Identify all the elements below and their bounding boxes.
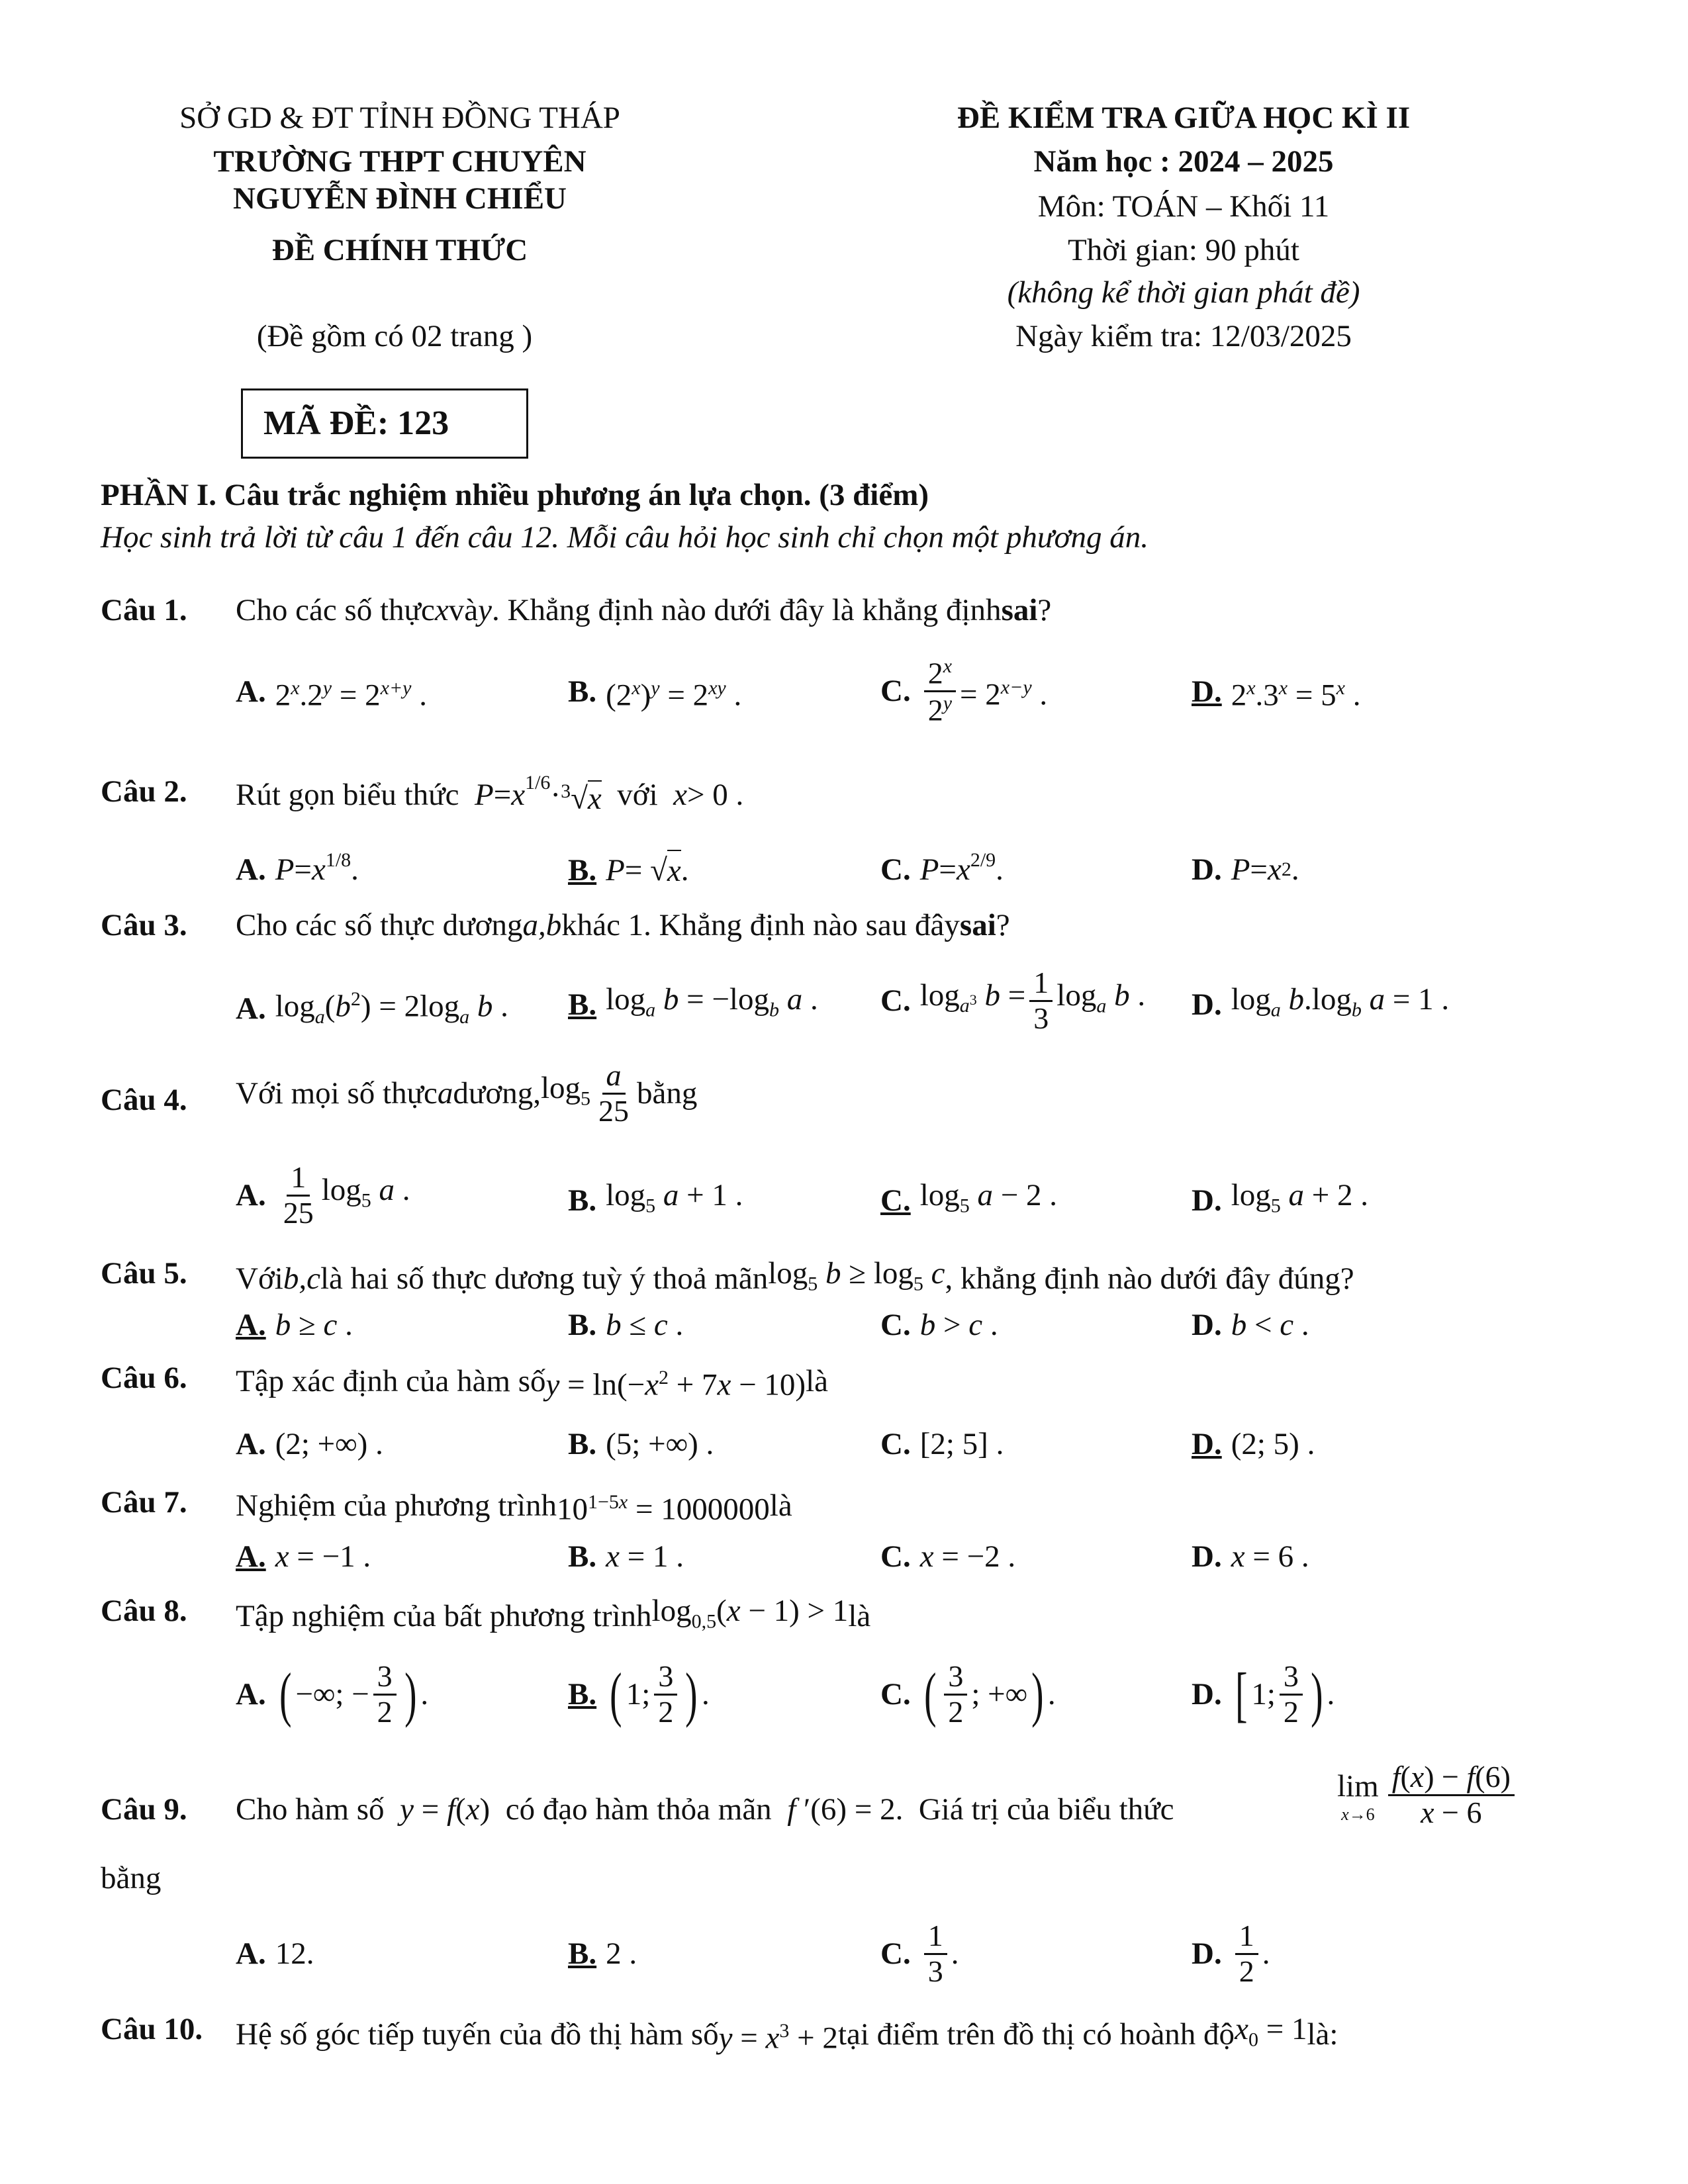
- option-label: D.: [1192, 852, 1222, 887]
- duration: Thời gian: 90 phút: [1068, 233, 1299, 267]
- duration-note: (không kể thời gian phát đề): [1007, 275, 1360, 310]
- option-label: A.: [236, 1936, 266, 1971]
- q10-text2: tại điểm trên đồ thị có hoành độ: [837, 2017, 1235, 2052]
- q3-option-d[interactable]: D. $\log_a b.\log_b$ a = 1 .: [1192, 979, 1449, 1030]
- q2-cond: với: [617, 778, 658, 813]
- q5-text2: là hai số thực dương tuỳ ý thoả mãn: [320, 1261, 769, 1297]
- q6-option-c[interactable]: C. [2; 5] .: [880, 1424, 1004, 1464]
- q7-text: Nghiệm của phương trình: [236, 1488, 557, 1524]
- q3-option-c[interactable]: C. $\log_{a^3} b$ = $\frac{1}{3}$ $\log_a b$ .: [880, 966, 1146, 1035]
- q2-label: Câu 2.: [101, 774, 187, 809]
- q1-keyword: sai: [1001, 593, 1038, 627]
- q7-stem: Nghiệm của phương trình $10^{1-5x} = 1000000$ là: [236, 1482, 792, 1529]
- q4-text: Với mọi số thực: [236, 1076, 438, 1111]
- q3-option-b[interactable]: B. $\log_a b = -\log_b$ a .: [568, 979, 818, 1030]
- q9-text2: có đạo hàm thỏa mãn: [505, 1792, 772, 1827]
- q9-text: Cho hàm số: [236, 1792, 385, 1827]
- option-label: B.: [568, 853, 597, 887]
- option-label: B.: [568, 1183, 597, 1218]
- option-label: D.: [1192, 1183, 1222, 1218]
- option-label: D.: [1192, 1427, 1222, 1461]
- q8-option-a[interactable]: A. ( −∞; − $\frac{3}{2}$ ) .: [236, 1659, 429, 1729]
- q6-label: Câu 6.: [101, 1361, 187, 1395]
- option-label: C.: [880, 852, 911, 887]
- q9-answer-a: 12.: [275, 1936, 314, 1971]
- q3-text2: khác 1. Khẳng định nào sau đây: [561, 908, 960, 942]
- option-label: D.: [1192, 1308, 1222, 1342]
- option-label: A.: [236, 852, 266, 887]
- q7-end: là: [769, 1488, 792, 1524]
- q3-end: ?: [996, 908, 1010, 942]
- q1-var-y: y: [478, 593, 492, 627]
- q2-option-d[interactable]: D. P = x 2 .: [1192, 850, 1299, 889]
- part1-instruction: Học sinh trả lời từ câu 1 đến câu 12. Mỗi câu hỏi học sinh chỉ chọn một phương án.: [101, 520, 1149, 555]
- q1-text: Cho các số thực: [236, 593, 435, 627]
- q8-stem: Tập nghiệm của bất phương trình $\log_{0,5}(x - 1) > 1$ là: [236, 1591, 870, 1641]
- option-label: B.: [568, 1539, 597, 1574]
- q9-option-b[interactable]: [568, 1934, 637, 1974]
- option-label: B.: [568, 1308, 597, 1342]
- department-name: SỞ GD & ĐT TỈNH ĐỒNG THÁP: [179, 101, 620, 135]
- official-label: ĐỀ CHÍNH THỨC: [271, 233, 528, 267]
- q1-option-a[interactable]: A. $2^x.2^y = 2^{x+y}$ .: [236, 668, 427, 715]
- q3-text: Cho các số thực dương: [236, 908, 523, 942]
- q6-option-b[interactable]: B. (5; +∞) .: [568, 1424, 714, 1464]
- option-label: C.: [880, 674, 911, 709]
- q7-label: Câu 7.: [101, 1485, 187, 1520]
- option-label: C.: [880, 1936, 911, 1972]
- q1-stem: [236, 590, 1051, 630]
- q2-option-c[interactable]: C. P = x $^{2/9}$ .: [880, 850, 1004, 889]
- q4-option-d[interactable]: D. $\log_5 a + 2$ .: [1192, 1175, 1368, 1226]
- q3-option-a[interactable]: A. $\log_a(b^2) = 2\log_a$ b .: [236, 988, 508, 1028]
- q2-text: Rút gọn biểu thức: [236, 778, 459, 813]
- q9-option-c[interactable]: C. $\frac{1}{3}$ .: [880, 1919, 959, 1988]
- q6-option-d[interactable]: D. (2; 5) .: [1192, 1424, 1315, 1464]
- q1-option-b[interactable]: B. $(2^x)^y = 2^{xy}$ .: [568, 668, 741, 715]
- option-label: B.: [568, 1936, 597, 1971]
- school-year: Năm học : 2024 – 2025: [1033, 144, 1334, 179]
- q4-end: bằng: [637, 1076, 698, 1111]
- q7-option-b[interactable]: B. x = 1 .: [568, 1537, 684, 1576]
- q8-option-c[interactable]: C. ( $\frac{3}{2}$ ; +∞ ) .: [880, 1659, 1056, 1729]
- q6-option-a[interactable]: A. (2; +∞) .: [236, 1424, 383, 1464]
- q8-end: là: [848, 1599, 871, 1634]
- q9-limit-expression: lim x→6 $\frac{f(x) - f(6)}{x - 6}$: [1337, 1760, 1519, 1829]
- q5-stem: Với b,c là hai số thực dương tuỳ ý thoả mãn $\log_5 b \ge \log_5 c$ , khẳng định nào dưới đây đúng?: [236, 1253, 1354, 1304]
- q9-option-d[interactable]: D. $\frac{1}{2}$ .: [1192, 1919, 1270, 1988]
- q2-option-b[interactable]: B. P = √ x .: [568, 850, 689, 891]
- q9-text3: Giá trị của biểu thức: [918, 1792, 1174, 1827]
- q3-stem: [236, 905, 1010, 945]
- option-label: C.: [880, 1427, 911, 1461]
- option-label: C.: [880, 1539, 911, 1574]
- q5-text3: , khẳng định nào dưới đây đúng?: [945, 1261, 1354, 1297]
- q4-option-c[interactable]: C. $\log_5 a - 2$ .: [880, 1175, 1057, 1226]
- option-label: A.: [236, 674, 266, 709]
- q1-and: và: [448, 593, 479, 627]
- q6-end: là: [806, 1364, 828, 1399]
- q6-text: Tập xác định của hàm số: [236, 1364, 546, 1399]
- option-label: D.: [1192, 1936, 1222, 1972]
- option-label: D.: [1192, 1539, 1222, 1574]
- q4-label: Câu 4.: [101, 1083, 187, 1117]
- q5-option-a[interactable]: A. b ≥ c .: [236, 1305, 353, 1345]
- option-label: C.: [880, 1183, 911, 1218]
- q7-option-a[interactable]: A. x = −1 .: [236, 1537, 371, 1576]
- option-label: C.: [880, 1308, 911, 1342]
- option-label: B.: [568, 1677, 597, 1712]
- school-name-line1: TRƯỜNG THPT CHUYÊN: [213, 144, 586, 179]
- q9-option-a[interactable]: [236, 1934, 314, 1974]
- q1-label: Câu 1.: [101, 593, 187, 627]
- q9-stem-a: Cho hàm số y = f(x) có đạo hàm thỏa mãn f ′(6) = 2. Giá trị của biểu thức: [236, 1790, 1174, 1829]
- q1-var-x: x: [434, 593, 449, 627]
- q1-option-d[interactable]: D. $2^x.3^x = 5^x$ .: [1192, 668, 1360, 715]
- q5-option-c[interactable]: C. b > c .: [880, 1305, 998, 1345]
- q4-stem: Với mọi số thực a dương, $\log_5$ $\frac{a}{25}$ bằng: [236, 1058, 698, 1128]
- q4-option-a[interactable]: A. $\frac{1}{25}$ $\log_5 a$ .: [236, 1160, 410, 1230]
- q5-text: Với: [236, 1261, 283, 1297]
- option-label: A.: [236, 1427, 266, 1461]
- q8-option-b[interactable]: B. ( 1; $\frac{3}{2}$ ) .: [568, 1659, 710, 1729]
- q2-stem: Rút gọn biểu thức P = x $^{1/6}$ · $^3$√x với x > 0 .: [236, 772, 744, 816]
- option-label: D.: [1192, 674, 1222, 709]
- q3-label: Câu 3.: [101, 908, 187, 942]
- option-label: B.: [568, 1427, 597, 1461]
- option-label: B.: [568, 987, 597, 1023]
- option-label: A.: [236, 1178, 266, 1213]
- q4-var: a: [437, 1076, 453, 1111]
- q3-keyword: sai: [959, 908, 996, 942]
- q4-text2: dương,: [453, 1076, 541, 1111]
- q4-option-b[interactable]: B. $\log_5 a + 1$ .: [568, 1175, 743, 1226]
- option-label: B.: [568, 674, 597, 709]
- q10-text: Hệ số góc tiếp tuyến của đồ thị hàm số: [236, 2017, 719, 2052]
- option-label: D.: [1192, 987, 1222, 1023]
- option-label: C.: [880, 983, 911, 1019]
- q8-text: Tập nghiệm của bất phương trình: [236, 1599, 652, 1634]
- q7-option-c[interactable]: C. x = −2 .: [880, 1537, 1015, 1576]
- q8-label: Câu 8.: [101, 1594, 187, 1628]
- exam-date: Ngày kiểm tra: 12/03/2025: [1015, 319, 1352, 353]
- option-label: A.: [236, 991, 266, 1026]
- q1-end: ?: [1037, 593, 1052, 627]
- option-label: C.: [880, 1677, 911, 1712]
- school-name-line2: NGUYỄN ĐÌNH CHIỂU: [233, 181, 567, 216]
- q5-label: Câu 5.: [101, 1256, 187, 1291]
- q3-vars: a,b: [522, 908, 562, 942]
- q9-answer-b: 2 .: [606, 1936, 637, 1971]
- q5-option-d[interactable]: D. b < c .: [1192, 1305, 1309, 1345]
- q5-option-b[interactable]: B. b ≤ c .: [568, 1305, 683, 1345]
- q10-end: là:: [1307, 2017, 1338, 2052]
- q2-option-a[interactable]: A. P = x $^{1/8}$ .: [236, 850, 359, 889]
- q10-stem: Hệ số góc tiếp tuyến của đồ thị hàm số $y = x^3 + 2$ tại điểm trên đồ thị có hoành độ $x_0 = 1$ là:: [236, 2012, 1338, 2056]
- q10-label: Câu 10.: [101, 2012, 203, 2046]
- part1-title: PHẦN I. Câu trắc nghiệm nhiều phương án lựa chọn. (3 điểm): [101, 478, 929, 512]
- option-label: D.: [1192, 1677, 1222, 1712]
- q9-label: Câu 9.: [101, 1792, 187, 1827]
- subject: Môn: TOÁN – Khối 11: [1037, 189, 1330, 224]
- q7-option-d[interactable]: D. x = 6 .: [1192, 1537, 1309, 1576]
- q9-stem-b: bằng: [101, 1861, 162, 1895]
- option-label: A.: [236, 1308, 266, 1342]
- exam-code: MÃ ĐỀ: 123: [263, 404, 449, 442]
- option-label: A.: [236, 1539, 266, 1574]
- q8-option-d[interactable]: D. [ 1; $\frac{3}{2}$ ) .: [1192, 1659, 1335, 1729]
- q5-vars: b,c: [283, 1261, 320, 1297]
- page-count: (Đề gồm có 02 trang ): [256, 319, 533, 353]
- option-label: A.: [236, 1677, 266, 1712]
- q1-text2: . Khẳng định nào dưới đây là khẳng định: [492, 593, 1002, 627]
- exam-title: ĐỀ KIỂM TRA GIỮA HỌC KÌ II: [957, 101, 1411, 135]
- q6-stem: Tập xác định của hàm số $y = \ln(-x^2 + 7x - 10)$ là: [236, 1358, 828, 1405]
- q1-option-c[interactable]: C. $\frac{2^x}{2^y}$ = $2^{x-y}$ .: [880, 655, 1048, 727]
